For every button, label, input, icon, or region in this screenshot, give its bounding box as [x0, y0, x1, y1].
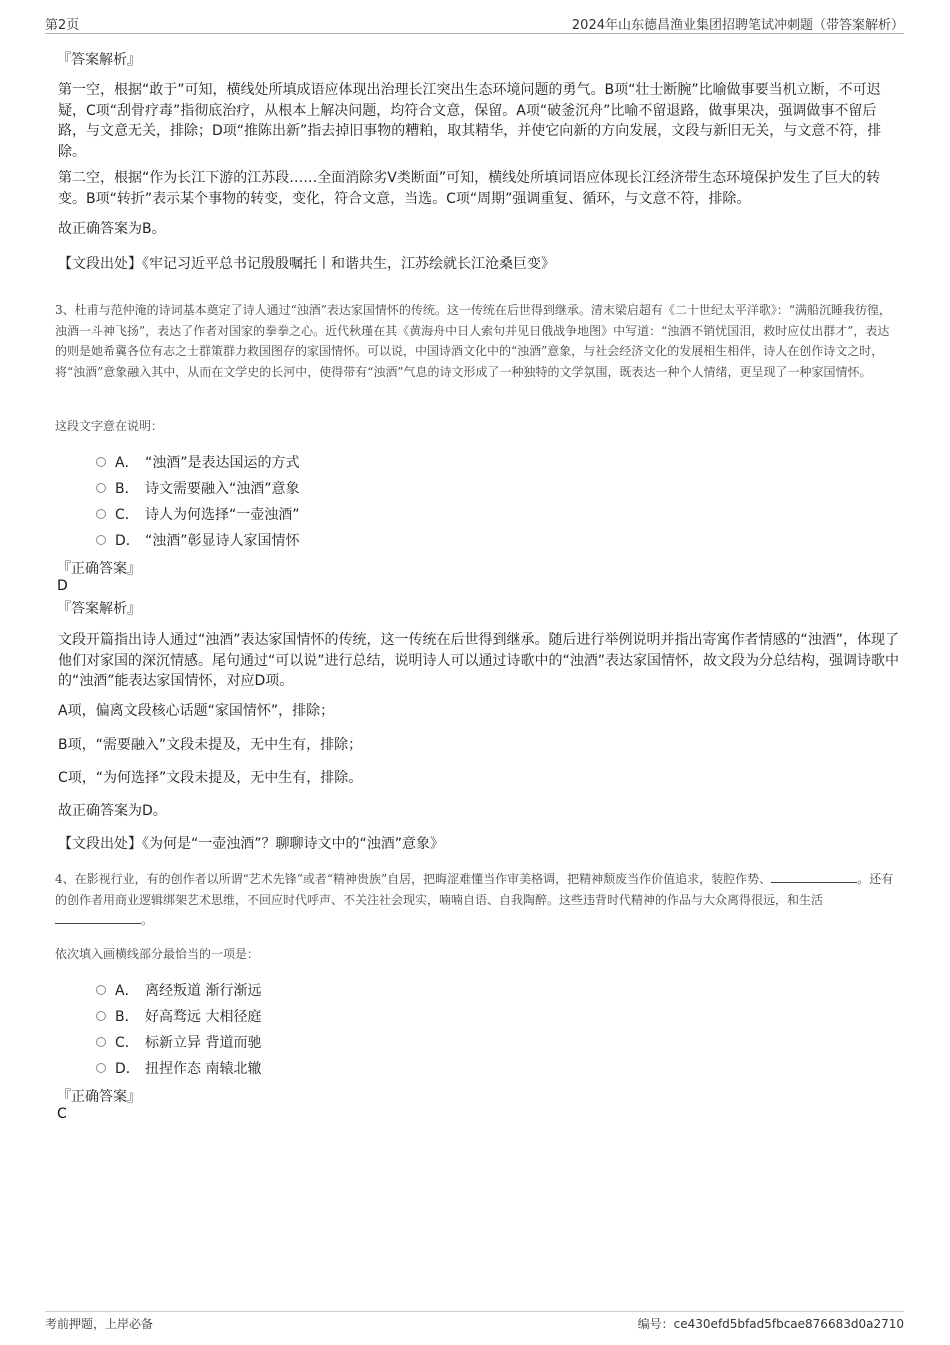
option-letter: C． — [115, 507, 139, 523]
option-text: “浊酒”彰显诗人家国情怀 — [145, 533, 300, 549]
q4-stem-part-1: 4、在影视行业，有的创作者以所谓“艺术先锋”或者“精神贵族”自居，把晦涩难懂当作审美格调，把精神颓废当作价值追求，装腔作势、 — [55, 872, 772, 886]
page-footer — [45, 1311, 904, 1334]
q4-prompt: 依次填入画横线部分最恰当的一项是： — [55, 947, 260, 961]
q3-source: 【文段出处】《为何是“一壶浊酒”？聊聊诗文中的“浊酒”意象》 — [58, 836, 445, 852]
radio-button-icon[interactable] — [96, 457, 106, 467]
q3-answer-label: 『正确答案』 — [57, 561, 141, 577]
q3-analysis-option-b: B项，“需要融入”文段未提及，无中生有，排除； — [58, 737, 363, 753]
q4-option-b[interactable] — [96, 1006, 261, 1026]
page-number: 第2页 — [45, 18, 80, 33]
option-letter: A． — [115, 455, 139, 471]
q3-analysis-option-a: A项，偏离文段核心话题“家国情怀”，排除； — [58, 703, 335, 719]
option-letter: C． — [115, 1035, 139, 1051]
q4-option-a[interactable] — [96, 980, 261, 1000]
radio-button-icon[interactable] — [96, 509, 106, 519]
radio-button-icon[interactable] — [96, 1011, 106, 1021]
option-text: 离经叛道 渐行渐远 — [145, 983, 262, 999]
q3-conclusion: 故正确答案为D。 — [58, 803, 167, 819]
q2-analysis-paragraph-2: 第二空，根据“作为长江下游的江苏段……全面消除劣V类断面”可知，横线处所填词语应体现长江经济带生态环境保护发生了巨大的转变。B项“转折”表示某个事物的转变，变化，符合文意，当选。C项“周期”强调重复、循环，与文意不符，排除。 — [58, 170, 881, 207]
q3-option-b[interactable] — [96, 478, 300, 498]
option-text: 好高骛远 大相径庭 — [145, 1009, 262, 1025]
radio-button-icon[interactable] — [96, 985, 106, 995]
radio-button-icon[interactable] — [96, 483, 106, 493]
option-letter: B． — [115, 1009, 139, 1025]
q3-analysis-label: 『答案解析』 — [57, 601, 141, 617]
radio-button-icon[interactable] — [96, 1063, 106, 1073]
q3-analysis-option-c: C项，“为何选择”文段未提及，无中生有，排除。 — [58, 770, 363, 786]
q4-answer-label: 『正确答案』 — [57, 1089, 141, 1105]
q3-stem: 3、杜甫与范仲淹的诗词基本奠定了诗人通过“浊酒”表达家国情怀的传统。这一传统在后世得到继承。清末梁启超有《二十世纪太平洋歌》：“满船沉睡我彷徨，浊酒一斗神飞扬”，表达了作者对国家的拳拳之心。近代秋瑾在其《黄海舟中日人索句并见日俄战争地图》中写道：“浊酒不销忧国泪，救时应仗出群才”，表达的则是她希冀各位有志之士群策群力救国图存的家国情怀。可以说，中国诗酒文化中的“浊酒”意象，与社会经济文化的发展相生相伴，诗人在创作诗文之时，将“浊酒”意象融入其中，从而在文学史的长河中，使得带有“浊酒”气息的诗文形成了一种独特的文学氛围，既表达一种个人情绪，更呈现了一种家国情怀。 — [55, 303, 892, 379]
radio-button-icon[interactable] — [96, 535, 106, 545]
q3-analysis-paragraph-1: 文段开篇指出诗人通过“浊酒”表达家国情怀的传统，这一传统在后世得到继承。随后进行举例说明并指出寄寓作者情感的“浊酒”，体现了他们对家国的深沉情感。尾句通过“可以说”进行总结，说明诗人可以通过诗歌中的“浊酒”表达家国情怀，故文段为分总结构，强调诗歌中的“浊酒”能表达家国情怀，对应D项。 — [58, 632, 900, 689]
page-header — [45, 14, 904, 34]
q3-answer: D — [57, 578, 68, 594]
option-text: 诗人为何选择“一壶浊酒” — [145, 507, 300, 523]
q3-prompt: 这段文字意在说明： — [55, 419, 164, 433]
q2-conclusion: 故正确答案为B。 — [58, 221, 166, 237]
option-text: 诗文需要融入“浊酒”意象 — [145, 481, 300, 497]
footer-slogan: 考前押题，上岸必备 — [45, 1317, 154, 1331]
q4-stem-part-2: 。还有的创作者用商业逻辑绑架艺术思维，不回应时代呼声、不关注社会现实，喃喃自语、自我陶醉。这些违背时代精神的作品与大众离得很远，和生活 — [55, 872, 894, 907]
q2-analysis-paragraph-1: 第一空，根据“敢于”可知，横线处所填成语应体现出治理长江突出生态环境问题的勇气。B项“壮士断腕”比喻做事要当机立断，不可迟疑，C项“刮骨疗毒”指彻底治疗，从根本上解决问题，均符合文意，保留。A项“破釜沉舟”比喻不留退路，做事果决，强调做事不留后路，与文意无关，排除；D项“推陈出新”指去掉旧事物的糟粕，取其精华，并使它向新的方向发展，文段与新旧无关，与文意不符，排除。 — [58, 82, 882, 160]
q2-analysis-label: 『答案解析』 — [57, 52, 141, 68]
document-title: 2024年山东德昌渔业集团招聘笔试冲刺题（带答案解析） — [571, 18, 904, 33]
option-text: “浊酒”是表达国运的方式 — [145, 455, 300, 471]
option-letter: D． — [115, 533, 140, 549]
option-letter: B． — [115, 481, 139, 497]
q3-option-c[interactable] — [96, 504, 300, 524]
radio-button-icon[interactable] — [96, 1037, 106, 1047]
option-text: 扭捏作态 南辕北辙 — [145, 1061, 262, 1077]
answer-blank-2 — [55, 910, 141, 924]
q3-option-d[interactable] — [96, 530, 300, 550]
q4-answer: C — [57, 1106, 67, 1122]
option-letter: D． — [115, 1061, 140, 1077]
document-id: 编号：ce430efd5bfad5fbcae876683d0a2710 — [637, 1317, 904, 1331]
q4-stem-part-3: 。 — [141, 913, 154, 927]
q4-option-d[interactable] — [96, 1058, 261, 1078]
q2-source: 【文段出处】《牢记习近平总书记殷殷嘱托丨和谐共生，江苏绘就长江沧桑巨变》 — [58, 256, 555, 272]
q3-option-a[interactable] — [96, 452, 300, 472]
option-text: 标新立异 背道而驰 — [145, 1035, 262, 1051]
q4-option-c[interactable] — [96, 1032, 261, 1052]
answer-blank-1 — [771, 869, 857, 883]
option-letter: A． — [115, 983, 139, 999]
q4-stem — [55, 869, 900, 931]
